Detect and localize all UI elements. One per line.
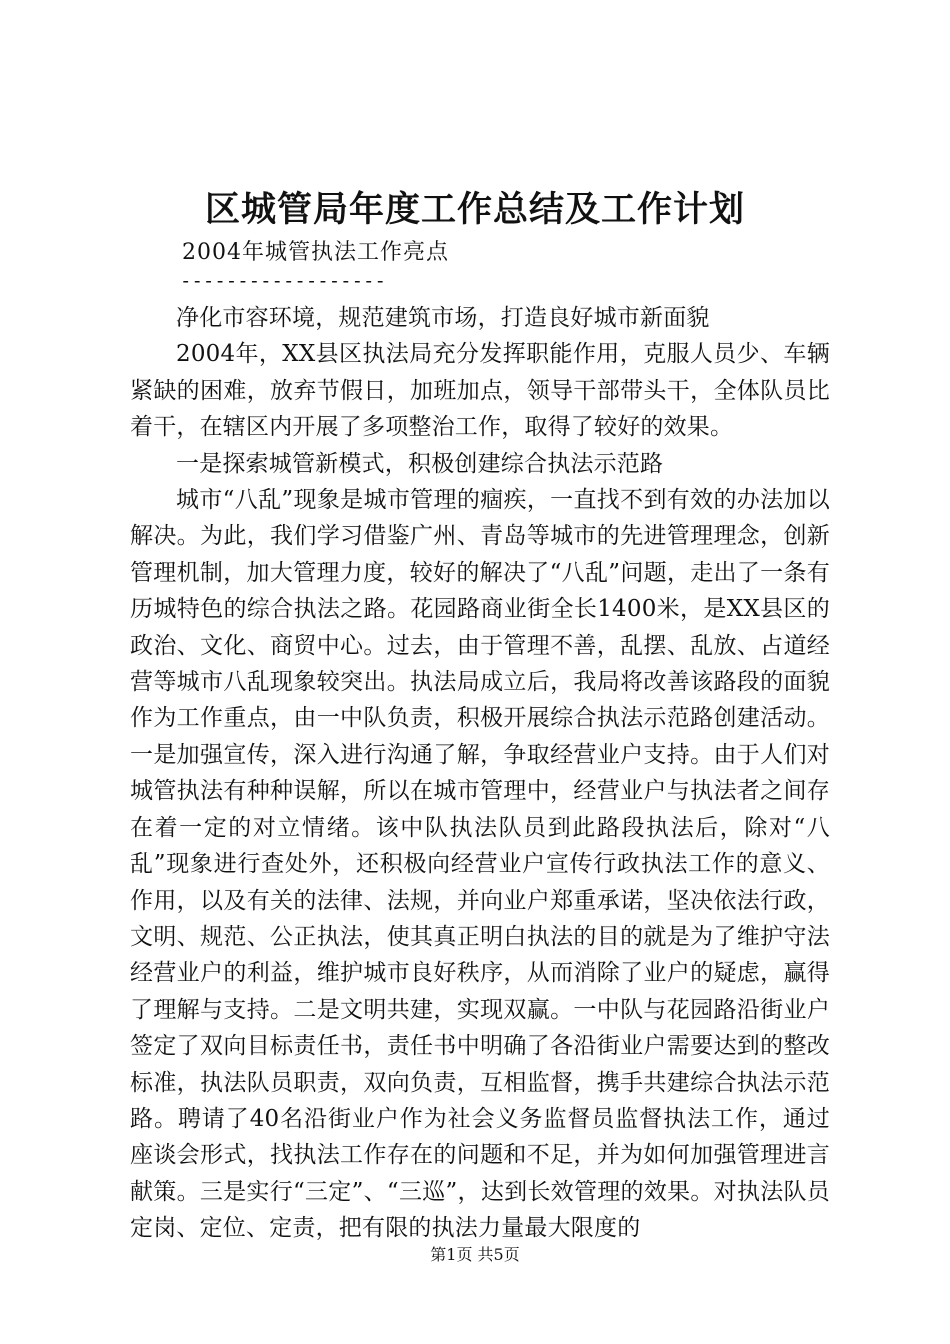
page-footer: 第1页 共5页 xyxy=(430,1245,520,1264)
paragraph-main: 城市“八乱”现象是城市管理的痼疾，一直找不到有效的办法加以解决。为此，我们学习借鉴广州、青岛等城市的先进管理理念，创新管理机制，加大管理力度，较好的解决了“八乱”问题，走出了一条有历城特色的综合执法之路。花园路商业街全长1400米，是XX县区的政治、文化、商贸中心。过去，由于管理不善，乱摆、乱放、占道经营等城市八乱现象较突出。执法局成立后，我局将改善该路段的面貌作为工作重点，由一中队负责，积极开展综合执法示范路创建活动。一是加强宣传，深入进行沟通了解，争取经营业户支持。由于人们对城管执法有种种误解，所以在城市管理中，经营业户与执法者之间存在着一定的对立情绪。该中队执法队员到此路段执法后，除对“八乱”现象进行查处外，还积极向经营业户宣传行政执法工作的意义、作用，以及有关的法律、法规，并向业户郑重承诺，坚决依法行政，文明、规范、公正执法，使其真正明白执法的目的就是为了维护守法经营业户的利益，维护城市良好秩序，从而消除了业户的疑虑，赢得了理解与支持。二是文明共建，实现双赢。一中队与花园路沿街业户签定了双向目标责任书，责任书中明确了各沿街业户需要达到的整改标准，执法队员职责，双向负责，互相监督，携手共建综合执法示范路。聘请了40名沿街业户作为社会义务监督员监督执法工作，通过座谈会形式，找执法工作存在的问题和不足，并为如何加强管理进言献策。三是实行“三定”、“三巡”，达到长效管理的效果。对执法队员定岗、定位、定责，把有限的执法力量最大限度的 xyxy=(130,487,830,1242)
document-subtitle: 2004年城管执法工作亮点 xyxy=(182,240,449,265)
paragraph-intro: 2004年，XX县区执法局充分发挥职能作用，克服人员少、车辆紧缺的困难，放弃节假日，加班加点，领导干部带头干，全体队员比着干，在辖区内开展了多项整治工作，取得了较好的效果。 xyxy=(130,341,830,441)
paragraph-headline: 净化市容环境，规范建筑市场，打造良好城市新面貌 xyxy=(176,305,710,331)
separator-line: ------------------ xyxy=(180,270,386,292)
paragraph-section-heading: 一是探索城管新模式，积极创建综合执法示范路 xyxy=(176,450,664,477)
document-title: 区城管局年度工作总结及工作计划 xyxy=(204,189,745,230)
document-body xyxy=(130,300,830,1247)
